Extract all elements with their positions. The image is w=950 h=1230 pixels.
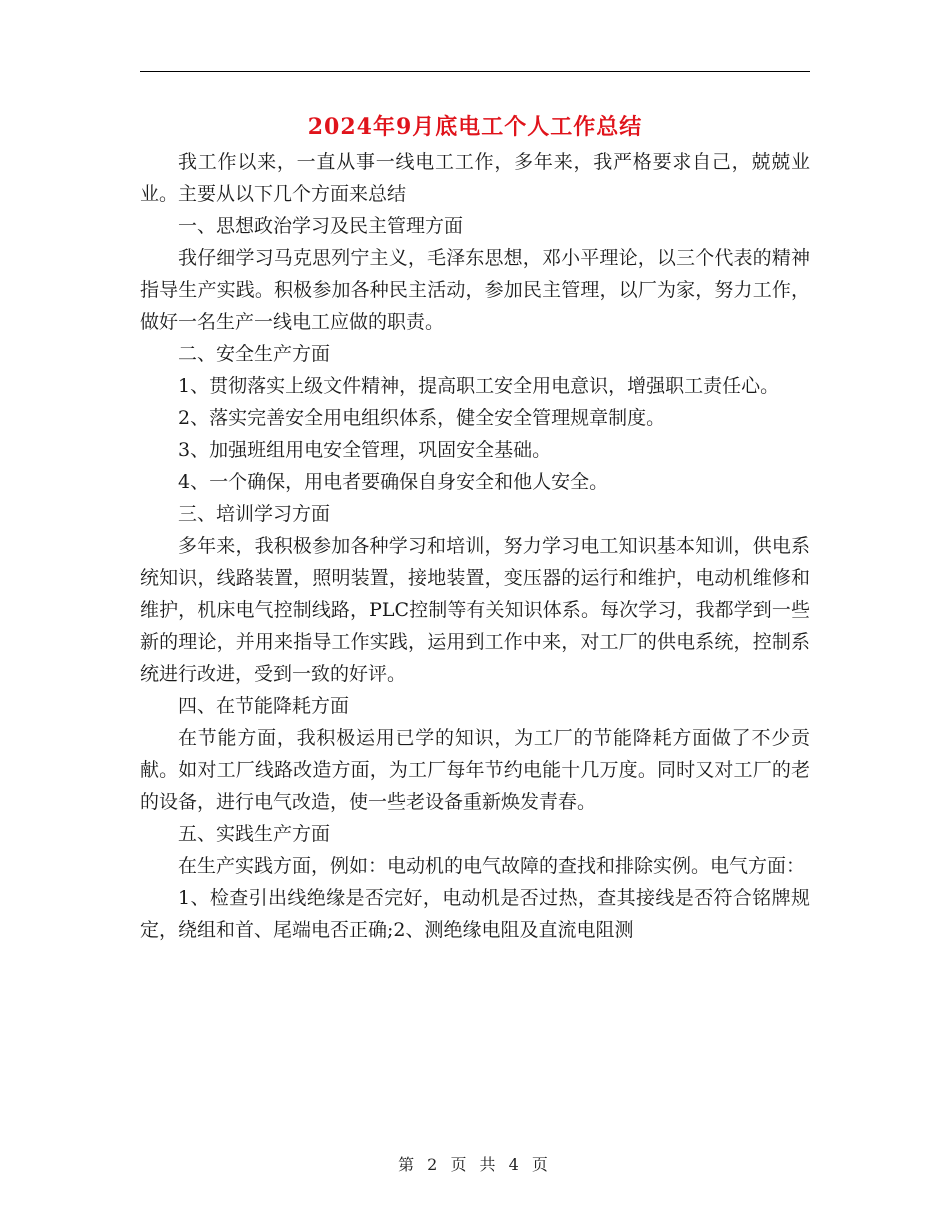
section-heading-1: 一、思想政治学习及民主管理方面: [178, 215, 464, 237]
paragraph-intro: 我工作以来，一直从事一线电工工作，多年来，我严格要求自己，兢兢业业。主要从以下几个方面来总结: [140, 151, 810, 205]
document-title: 2024年9月底电工个人工作总结: [307, 114, 643, 140]
list-item: 1、检查引出线绝缘是否完好，电动机是否过热，查其接线是否符合铭牌规定，绕组和首、尾端电否正确;2、测绝缘电阻及直流电阻测: [140, 887, 810, 941]
document-body: [140, 146, 810, 946]
list-item: 3、加强班组用电安全管理，巩固安全基础。: [178, 439, 552, 461]
list-item: 2、落实完善安全用电组织体系，健全安全管理规章制度。: [178, 407, 666, 429]
section-heading-2: 二、安全生产方面: [178, 343, 331, 365]
section-heading-4: 四、在节能降耗方面: [178, 695, 350, 717]
section-heading-5: 五、实践生产方面: [178, 823, 331, 845]
paragraph: 在节能方面，我积极运用已学的知识，为工厂的节能降耗方面做了不少贡献。如对工厂线路改造方面，为工厂每年节约电能十几万度。同时又对工厂的老的设备，进行电气改造，使一些老设备重新焕发青春。: [140, 727, 810, 813]
paragraph: 在生产实践方面，例如：电动机的电气故障的查找和排除实例。电气方面：: [178, 855, 806, 877]
list-item: 4、一个确保，用电者要确保自身安全和他人安全。: [178, 471, 609, 493]
paragraph: 多年来，我积极参加各种学习和培训，努力学习电工知识基本知训，供电系统知识，线路装置，照明装置，接地装置，变压器的运行和维护，电动机维修和维护，机床电气控制线路，PLC控制等有关知识体系。每次学习，我都学到一些新的理论，并用来指导工作实践，运用到工作中来，对工厂的供电系统，控制系统进行改进，受到一致的好评。: [140, 535, 810, 685]
paragraph: 我仔细学习马克思列宁主义，毛泽东思想，邓小平理论，以三个代表的精神指导生产实践。积极参加各种民主活动，参加民主管理，以厂为家，努力工作，做好一名生产一线电工应做的职责。: [140, 247, 810, 333]
list-item: 1、贯彻落实上级文件精神，提高职工安全用电意识，增强职工责任心。: [178, 375, 780, 397]
page-footer: 第 2 页 共 4 页: [398, 1155, 552, 1174]
section-heading-3: 三、培训学习方面: [178, 503, 331, 525]
header-rule: [140, 71, 810, 72]
